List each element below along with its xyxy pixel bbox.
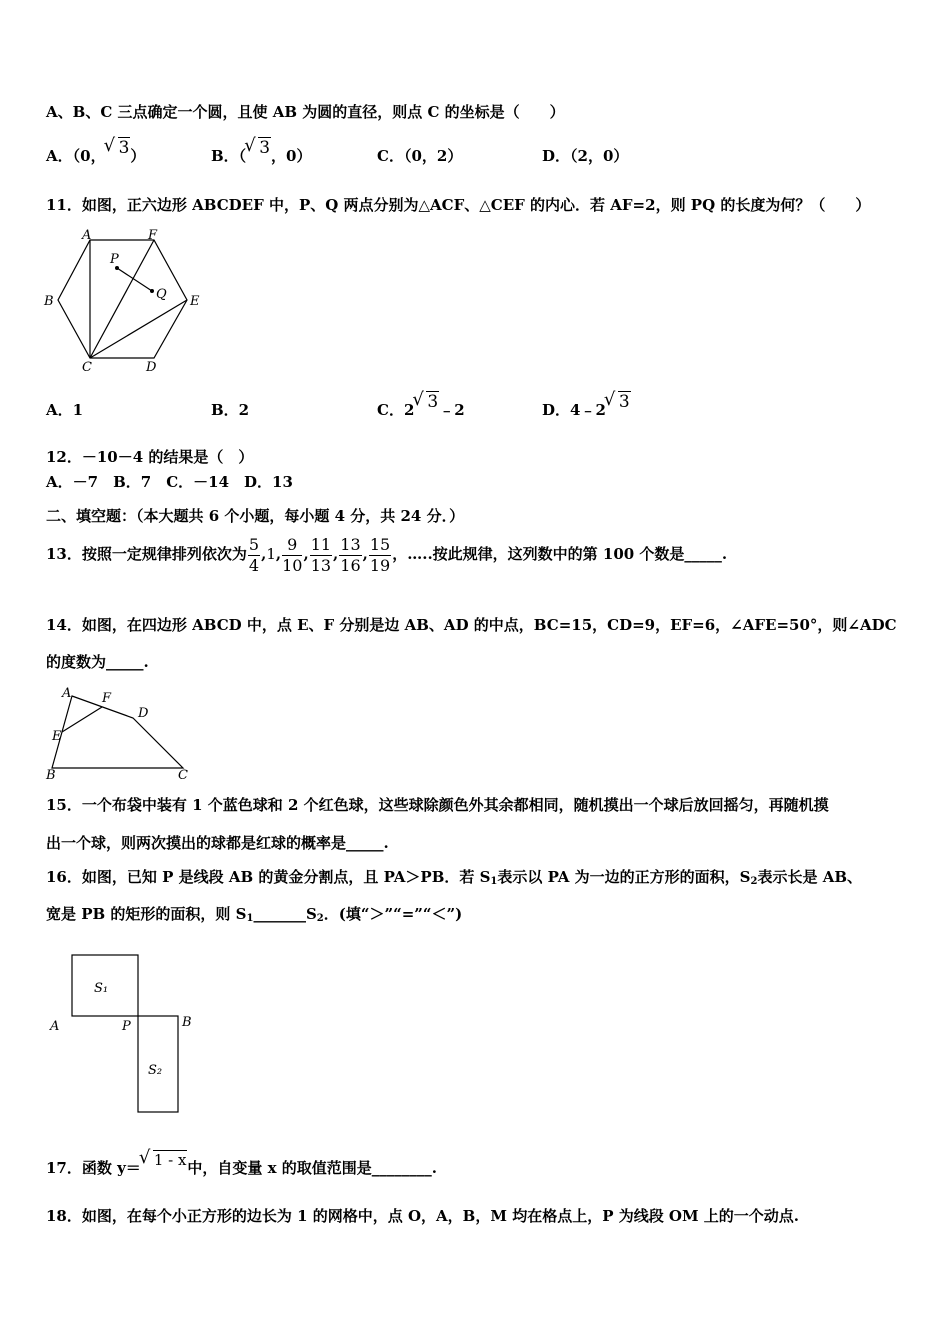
q16-line2: 宽是 PB 的矩形的面积，则 $S_1\_\_\_\_\_\_\_S_2$．(填“＞”“=”“＜”) [46,905,463,924]
label-f: F [102,691,112,706]
q12-options: A．－7 B．7 C．－14 D．13 [46,473,293,491]
q10-option-a: A．（0，√ 3） [46,146,145,166]
label-b: B [182,1015,192,1030]
label-e: E [190,294,200,309]
golden-section-figure [44,950,214,1120]
label-p: P [122,1019,131,1034]
q11-option-c: C．2√ 3﹣2 [377,400,465,420]
label-b: B [46,768,56,782]
q13-line: 13．按照一定规律排列依次为 $\frac{5}{4}$ ,1, $\frac{9}{10}$ , $\frac{11}{13}$ , $\frac{13}{16}$ , $\frac{15}{19}$ ，…..按此规律，这列数中的第 100 个数是_____. [46,534,728,575]
q12-stem: 12．－10－4 的结果是（ ） [46,448,254,466]
label-a: A [62,686,72,701]
q10-stem: A、B、C 三点确定一个圆，且使 AB 为圆的直径，则点 C 的坐标是（ ） [46,103,565,121]
label-b: B [44,294,54,309]
q10-option-b: B．（√ 3，0） [211,146,311,166]
fraction-4: $\frac{13}{16}$ [340,534,361,575]
label-p: P [110,252,119,267]
q14-line1: 14．如图，在四边形 ABCD 中，点 E、F 分别是边 AB、AD 的中点，BC=15，CD=9，EF=6，∠AFE=50°，则∠ADC [46,616,897,634]
label-a: A [82,228,92,243]
label-d: D [146,360,157,375]
fraction-2: $\frac{9}{10}$ [282,534,303,575]
q15-line1: 15．一个布袋中装有 1 个蓝色球和 2 个红色球，这些球除颜色外其余都相同，随机摸出一个球后放回摇匀，再随机摸 [46,796,829,814]
fraction-5: $\frac{15}{19}$ [369,534,391,575]
q14-line2: 的度数为_____. [46,653,149,671]
q11-option-a: A．1 [46,401,84,419]
quadrilateral-figure [40,682,200,782]
segment-ce [90,300,187,358]
q11-option-d: D．4﹣2√ 3 [542,400,631,420]
q11-option-b: B．2 [211,401,250,419]
q11-stem: 11．如图，正六边形 ABCDEF 中，P、Q 两点分别为△ACF、△CEF 的内心．若 AF=2，则 PQ 的长度为何？（ ） [46,196,871,214]
q10-option-d: D．（2，0） [542,147,629,165]
q10-option-c: C．（0，2） [377,147,463,165]
label-s1: S₁ [94,981,109,996]
q15-line2: 出一个球，则两次摸出的球都是红球的概率是_____. [46,834,389,852]
q17-line: 17．函数 y＝√ 1 - x中，自变量 x 的取值范围是________. [46,1158,437,1178]
point-q [150,289,154,293]
label-f: F [148,228,158,243]
quadrilateral-outline [52,696,183,768]
label-c: C [178,768,188,782]
segment-pq [117,268,152,291]
fraction-3: $\frac{11}{13}$ [310,534,332,575]
label-a: A [50,1019,60,1034]
hexagon-figure [40,228,210,376]
q16-line1: 16．如图，已知 P 是线段 AB 的黄金分割点，且 PA＞PB．若 $S_1$表示以 PA 为一边的正方形的面积，$S_2$表示长是 AB、 [46,868,863,887]
label-e: E [52,729,62,744]
label-s2: S₂ [148,1063,163,1078]
q18-stem: 18．如图，在每个小正方形的边长为 1 的网格中，点 O，A，B，M 均在格点上，P 为线段 OM 上的一个动点. [46,1207,800,1225]
segment-cf [90,240,154,358]
section-heading: 二、填空题：（本大题共 6 个小题，每小题 4 分，共 24 分．） [46,507,465,525]
label-c: C [82,360,92,375]
fraction-1: $\frac{5}{4}$ [248,534,260,575]
label-d: D [138,706,149,721]
label-q: Q [156,287,167,302]
